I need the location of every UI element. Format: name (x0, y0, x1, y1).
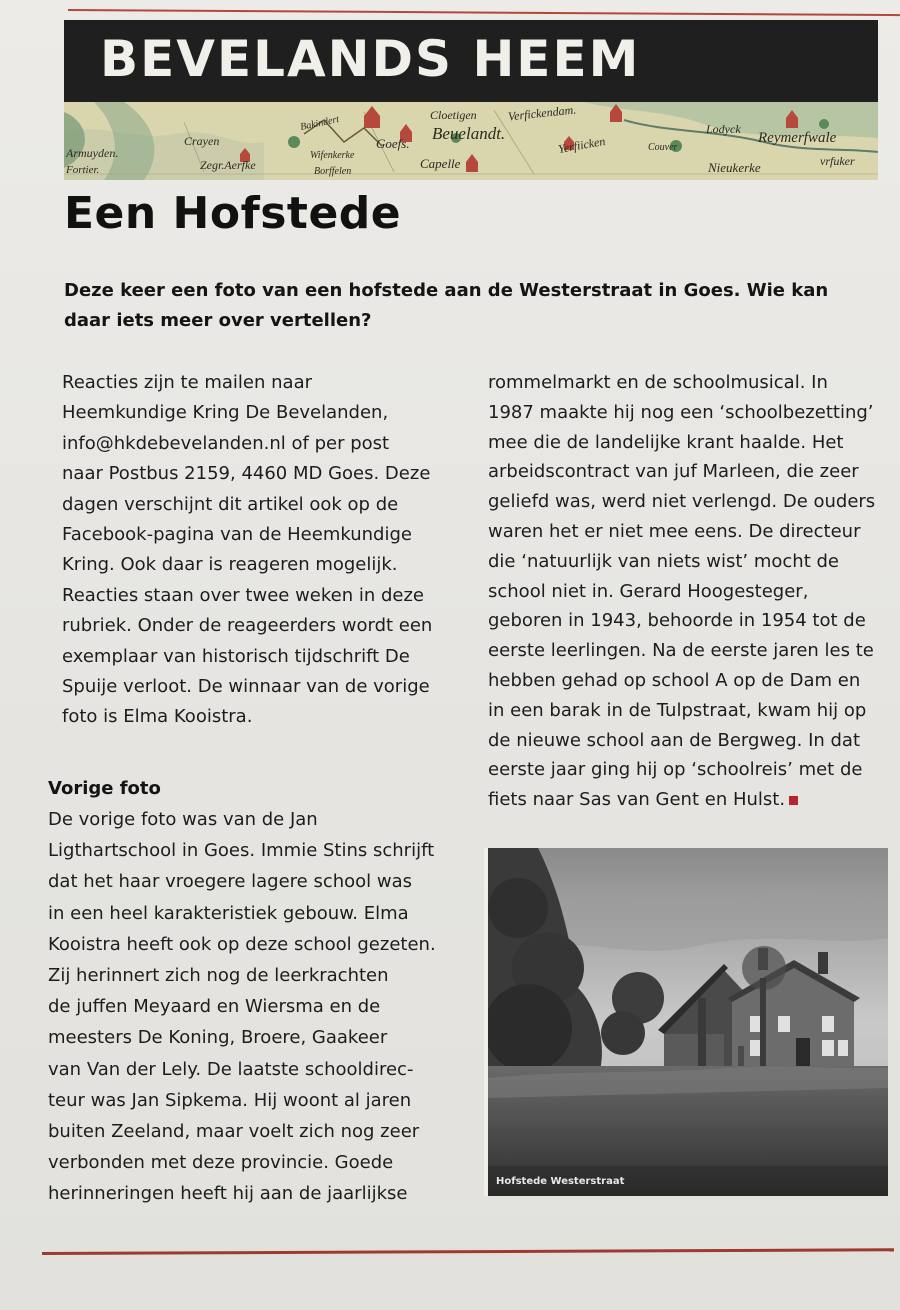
body-text-line: de juffen Meyaard en Wiersma en de (48, 996, 381, 1018)
body-text-line: die ‘natuurlijk van niets wist’ mocht de (488, 550, 839, 572)
body-text-line: dagen verschijnt dit artikel ook op de (62, 493, 399, 515)
body-text-line: Kooistra heeft ook op deze school gezeten. (48, 933, 436, 955)
body-text-line: geboren in 1943, behoorde in 1954 tot de (488, 610, 866, 632)
email-link[interactable]: info@hkdebevelanden.nl of per post (62, 432, 390, 454)
body-text-line: in een barak in de Tulpstraat, kwam hij op (488, 699, 867, 721)
body-text-line: buiten Zeeland, maar voelt zich nog zeer (48, 1120, 420, 1142)
end-of-article-mark (789, 796, 798, 805)
map-label: Fortier. (66, 164, 100, 176)
body-text-line: Spuije verloot. De winnaar van de vorige (62, 675, 430, 697)
body-text-line: De vorige foto was van de Jan (48, 809, 318, 830)
body-text-line: verbonden met deze provincie. Goede (48, 1152, 394, 1174)
body-text-line: van Van der Lely. De laatste schooldirec- (48, 1058, 414, 1080)
body-text-line: Facebook-pagina van de Heemkundige (62, 523, 412, 545)
body-text-line: meesters De Koning, Broere, Gaakeer (48, 1027, 388, 1049)
vorige-foto-section (48, 774, 436, 1209)
map-label: Cloetigen (430, 108, 477, 122)
map-label: Verfickendam. (507, 102, 577, 124)
map-label: Crayen (184, 134, 220, 148)
body-text-line: in een heel karakteristiek gebouw. Elma (48, 902, 409, 924)
body-text-line: mee die de landelijke krant haalde. Het (488, 431, 844, 453)
body-text-line: Ligthartschool in Goes. Immie Stins schrijft (48, 840, 435, 862)
body-text-line: herinneringen heeft hij aan de jaarlijkse (48, 1183, 408, 1205)
map-label: Yerfiicken (557, 133, 607, 157)
map-label: Goefs. (376, 136, 410, 151)
article-intro: Deze keer een foto van een hofstede aan de Westerstraat in Goes. Wie kan daar iets meer over vertellen? (64, 280, 829, 331)
map-label: Armuyden. (66, 146, 119, 160)
body-text-line: Zij herinnert zich nog de leerkrachten (48, 964, 389, 986)
map-label: Capelle (420, 156, 461, 171)
body-text-line-last (488, 785, 875, 815)
body-text-line: fiets naar Sas van Gent en Hulst. (488, 789, 786, 811)
body-text-line: teur was Jan Sipkema. Hij woont al jaren (48, 1089, 412, 1111)
map-label: Borffelen (314, 166, 352, 177)
masthead-title: BEVELANDS HEEM (100, 30, 641, 88)
map-label: Reymerfwale (758, 130, 837, 146)
body-text-line: dat het haar vroegere lagere school was (48, 871, 413, 893)
map-label: Nieukerke (708, 160, 761, 175)
map-label: Lodyck (706, 122, 741, 136)
body-text-line: 1987 maakte hij nog een ‘schoolbezetting’ (488, 401, 874, 423)
masthead-banner (64, 20, 878, 102)
body-text-line: hebben gehad op school A op de Dam en (488, 669, 861, 691)
top-rule (68, 9, 900, 16)
section-subheading: Vorige foto (48, 778, 161, 799)
body-text-line: de nieuwe school aan de Bergweg. In dat (488, 729, 861, 751)
hofstede-photo-image (488, 848, 888, 1196)
article-headline: Een Hofstede (64, 188, 402, 239)
map-label: Wifenkerke (310, 150, 355, 161)
left-column (62, 368, 432, 733)
body-text-line: eerste jaar ging hij op ‘schoolreis’ met de (488, 759, 863, 781)
body-text-line: exemplaar van historisch tijdschrift De (62, 645, 410, 667)
map-label: Zegr.Aerfke (200, 158, 256, 172)
antique-map-strip (64, 102, 878, 180)
body-text-line: eerste leerlingen. Na de eerste jaren les te (488, 640, 874, 662)
body-text-line: waren het er niet mee eens. De directeur (488, 520, 861, 542)
body-text-line: arbeidscontract van juf Marleen, die zeer (488, 461, 859, 483)
map-label: Bakindert (299, 114, 341, 133)
map-label: vrfuker (820, 154, 855, 168)
body-text-line: Reacties zijn te mailen naar (62, 372, 313, 393)
body-text-line: rubriek. Onder de reageerders wordt een (62, 615, 433, 637)
map-label: Couver (648, 142, 678, 153)
body-text-line: Reacties staan over twee weken in deze (62, 584, 425, 606)
body-text-line: Kring. Ook daar is reageren mogelijk. (62, 554, 398, 576)
photo-caption: Hofstede Westerstraat (496, 1176, 625, 1187)
bottom-rule (42, 1248, 894, 1255)
map-label: Beuelandt. (432, 124, 506, 143)
body-text-line: Heemkundige Kring De Bevelanden, (62, 402, 389, 424)
right-column (488, 368, 875, 815)
body-text-line: naar Postbus 2159, 4460 MD Goes. Deze (62, 463, 431, 485)
body-text-line: school niet in. Gerard Hoogesteger, (488, 580, 809, 602)
body-text-line: rommelmarkt en de schoolmusical. In (488, 372, 828, 393)
hofstede-photo (484, 848, 888, 1196)
body-text-line: foto is Elma Kooistra. (62, 706, 253, 728)
body-text-line: geliefd was, werd niet verlengd. De ouders (488, 491, 876, 513)
